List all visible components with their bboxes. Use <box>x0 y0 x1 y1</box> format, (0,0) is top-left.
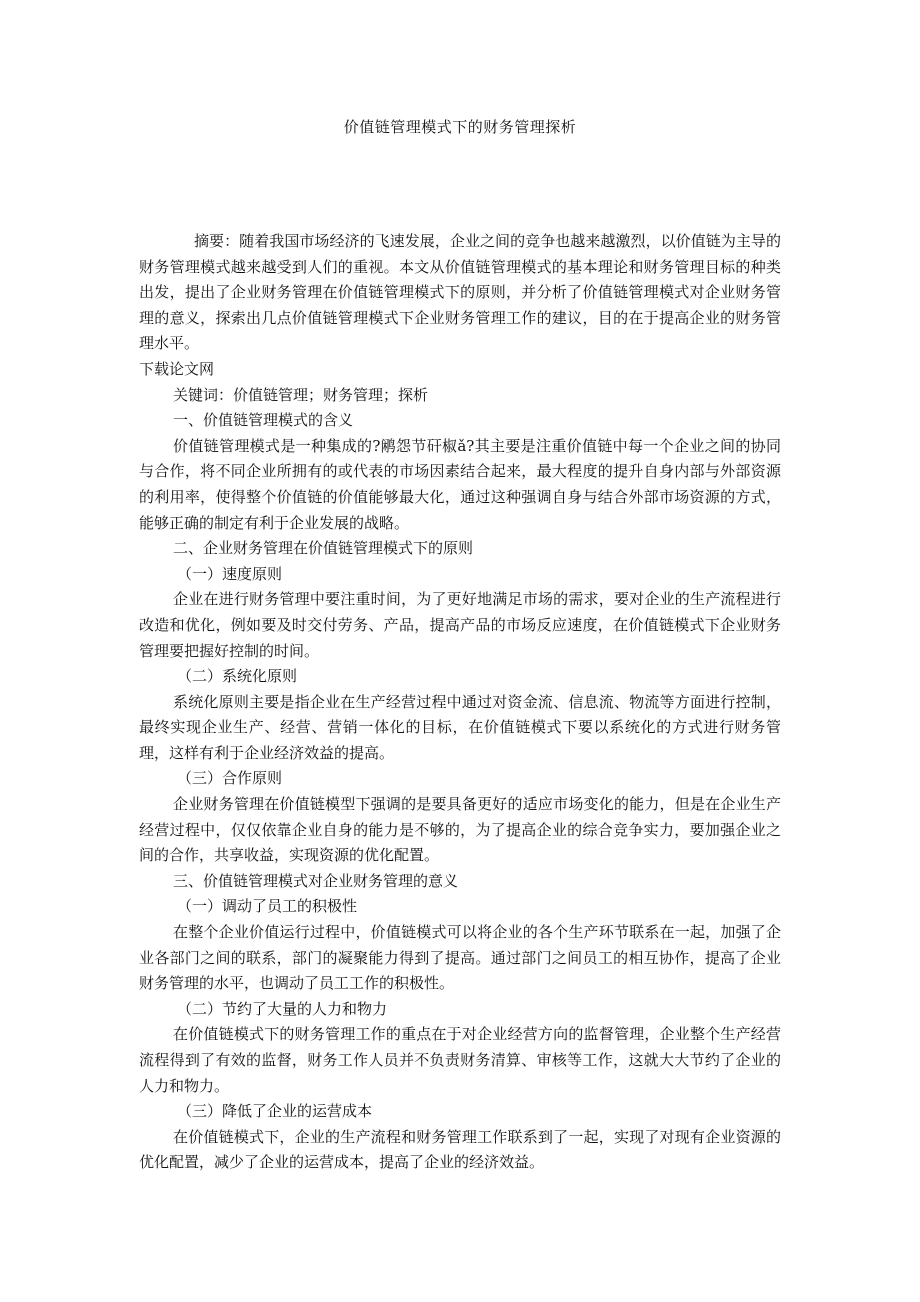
section-2-sub-3-text: 企业财务管理在价值链模型下强调的是要具备更好的适应市场变化的能力，但是在企业生产经营过程中，仅仅依靠企业自身的能力是不够的，为了提高企业的综合竞争实力，要加强企业之间的合作，共享收益，实现资源的优化配置。 <box>139 795 781 865</box>
section-3-heading: 三、价值链管理模式对企业财务管理的意义 <box>173 871 459 890</box>
keywords-line: 关键词：价值链管理；财务管理；探析 <box>173 385 429 404</box>
section-3-sub-2-text: 在价值链模式下的财务管理工作的重点在于对企业经营方向的监督管理，企业整个生产经营流程得到了有效的监督，财务工作人员并不负责财务清算、审核等工作，这就大大节约了企业的人力和物力。 <box>139 1025 781 1095</box>
section-2-sub-1-text: 企业在进行财务管理中要注重时间，为了更好地满足市场的需求，要对企业的生产流程进行改造和优化，例如要及时交付劳务、产品，提高产品的市场反应速度，在价值链模式下企业财务管理要把握好控制的时间。 <box>139 590 781 660</box>
section-3-sub-1-heading: （一）调动了员工的积极性 <box>177 897 358 916</box>
section-2-sub-3-heading: （三）合作原则 <box>177 769 283 788</box>
section-1-heading: 一、价值链管理模式的含义 <box>173 411 354 430</box>
section-2-sub-2-heading: （二）系统化原则 <box>177 667 298 686</box>
section-1-text: 价值链管理模式是一种集成的?鹇怨节矸椒ǎ?其主要是注重价值链中每一个企业之间的协同与合作，将不同企业所拥有的或代表的市场因素结合起来，最大程度的提升自身内部与外部资源的利用率，使得整个价值链的价值能够最大化，通过这种强调自身与结合外部市场资源的方式，能够正确的制定有利于企业发展的战略。 <box>139 436 781 532</box>
section-3-sub-1-text: 在整个企业价值运行过程中，价值链模式可以将企业的各个生产环节联系在一起，加强了企业各部门之间的联系，部门的凝聚能力得到了提高。通过部门之间员工的相互协作，提高了企业财务管理的水平，也调动了员工工作的积极性。 <box>139 923 781 993</box>
section-2-heading: 二、企业财务管理在价值链管理模式下的原则 <box>173 539 474 558</box>
section-2-sub-1-heading: （一）速度原则 <box>177 564 283 583</box>
download-link[interactable]: 下载论文网 <box>139 359 215 378</box>
section-3-sub-3-heading: （三）降低了企业的运营成本 <box>177 1102 373 1121</box>
document-body <box>139 229 781 1176</box>
document-title: 价值链管理模式下的财务管理探析 <box>343 118 577 136</box>
section-3-sub-3-text: 在价值链模式下，企业的生产流程和财务管理工作联系到了一起，实现了对现有企业资源的优化配置，减少了企业的运营成本，提高了企业的经济效益。 <box>139 1127 781 1172</box>
abstract-paragraph: 摘要：随着我国市场经济的飞速发展，企业之间的竞争也越来越激烈，以价值链为主导的财务管理模式越来越受到人们的重视。本文从价值链管理模式的基本理论和财务管理目标的种类出发，提出了企业财务管理在价值链管理模式下的原则，并分析了价值链管理模式对企业财务管理的意义，探索出几点价值链管理模式下企业财务管理工作的建议，目的在于提高企业的财务管理水平。 <box>139 232 781 353</box>
section-3-sub-2-heading: （二）节约了大量的人力和物力 <box>177 999 388 1018</box>
section-2-sub-2-text: 系统化原则主要是指企业在生产经营过程中通过对资金流、信息流、物流等方面进行控制，最终实现企业生产、经营、营销一体化的目标，在价值链模式下要以系统化的方式进行财务管理，这样有利于企业经济效益的提高。 <box>139 692 781 762</box>
